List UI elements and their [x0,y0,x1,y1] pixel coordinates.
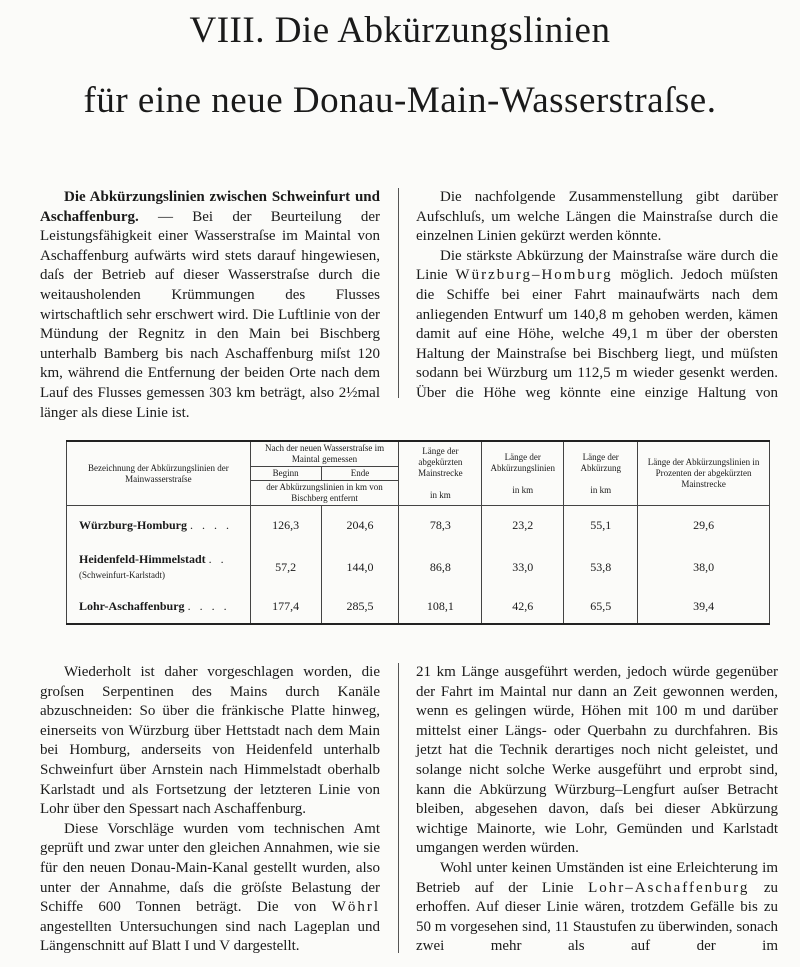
line-name-wuerzburg-homburg: Würzburg–Homburg [455,267,613,284]
column-divider-bottom [398,663,399,953]
table-row [67,506,770,546]
bottom-left-p2-start: Diese Vorschläge wurden vom technischen Amt geprüft und zwar unter den gleichen Annahmen, wie sie für den neuen Donau-Main-Kanal gestellt wurden, also unter der Annahme, daſs die gröſste Belastung der Schiffe 600 Tonnen beträgt. Die von [40,820,380,916]
top-right-p2-start: Die stärkste Abkürzung der Mainstraſse wäre durch die Linie [416,247,778,284]
row-name: Würzburg-Homburg . . . . [67,506,251,546]
header-measured-group: Nach der neuen Wasserstraſse im Maintal gemessen [250,441,399,467]
bottom-left-paragraph-2 [40,820,380,957]
table-row [67,590,770,624]
header-length-line: Länge der Abkürzungslinien in km [482,441,564,506]
top-left-column [40,188,380,423]
top-right-paragraph-2 [416,247,778,404]
row-begin: 57,2 [250,546,321,590]
page-title-line-1: VIII. Die Abkürzungslinien [189,10,611,51]
bottom-right-p2-end: zu erhoffen. Auf dieser Linie wären, trotzdem Gefälle bis zu 50 m vorgesehen sind, 11 Staustufen zu überwinden, sonach zwei mehr als auf der im [416,879,778,955]
top-left-text: — Bei der Beurteilung der Leistungsfähigkeit einer Wasserstraſse im Maintal von Aschaffenburg aufwärts wird stets darauf hingewiesen, daſs der Betrieb auf dieser Wasserstraſse durch die weitausholenden Krümmungen des Flusses wirtschaftlich sehr erschwert wird. Die Luftlinie von der Mündung der Regnitz in den Main bei Bischberg unterhalb Bamberg bis nach Aschaffenburg miſst 120 km, während die Entfernung der beiden Orte nach dem Lauf des Flusses gemessen 303 km beträgt, also 2½mal länger als diese Linie ist. [40,208,380,421]
row-shortening: 65,5 [564,590,638,624]
header-length-main: Länge der abgekürzten Mainstrecke in km [399,441,482,506]
top-right-p2-end: möglich. Jedoch müſsten die Schiffe bei einer Fahrt mainaufwärts nach dem anliegenden Entwurf um 140,8 m gehoben werden, kämen damit auf eine Höhe, welche 49,1 m über der obersten Haltung der Mainstraſse bei Bischberg liegt, und müſsten sodann bei Würzburg um 112,5 m wieder gesenkt werden. Über die Höhe weg könnte eine einzige Haltung von [416,267,779,401]
row-begin: 126,3 [250,506,321,546]
header-percentage: Länge der Abkürzungslinien in Prozenten der abgekürzten Mainstrecke [638,441,770,506]
bottom-left-column [40,663,380,957]
top-left-paragraph [40,188,380,423]
row-main-length: 108,1 [399,590,482,624]
row-end: 144,0 [321,546,399,590]
row-end: 285,5 [321,590,399,624]
bottom-right-p2-start: Wohl unter keinen Umständen ist eine Erleichterung im Betrieb auf der Linie [416,859,778,896]
page-title-line-2: für eine neue Donau-Main-Wasserstraſse. [83,80,717,121]
row-percentage: 29,6 [638,506,770,546]
header-length-shortening: Länge der Abkürzung in km [564,441,638,506]
header-line-name: Bezeichnung der Abkürzungslinien der Mainwasserstraſse [67,441,251,506]
row-name: Heidenfeld-Himmelstadt . . (Schweinfurt-Karlstadt) [67,546,251,590]
line-name-lohr-aschaffenburg: Lohr–Aschaffenburg [588,879,750,896]
row-line-length: 23,2 [482,506,564,546]
bottom-left-p2-end: angestellten Untersuchungen sind nach Lageplan und Längenschnitt auf Blatt I und V dargestellt. [40,918,380,955]
bottom-right-column [416,663,778,957]
row-line-length: 42,6 [482,590,564,624]
row-shortening: 55,1 [564,506,638,546]
row-percentage: 38,0 [638,546,770,590]
row-name: Lohr-Aschaffenburg . . . . [67,590,251,624]
bottom-right-paragraph-2 [416,859,778,957]
row-shortening: 53,8 [564,546,638,590]
row-percentage: 39,4 [638,590,770,624]
bottom-left-paragraph-1: Wiederholt ist daher vorgeschlagen worden, die groſsen Serpentinen des Mains durch Kanäle abzuschneiden: So über die fränkische Platte hinweg, einerseits von Würzburg über Hettstadt nach dem Main bei Homburg, anderseits von Heidenfeld unterhalb Schweinfurt über Arnstein nach Himmelstadt oberhalb Karlstadt und als Fortsetzung der letzteren Linie von Lohr über den Spessart nach Aschaffenburg. [40,664,380,818]
author-name-woehrl: Wöhrl [331,899,380,916]
row-end: 204,6 [321,506,399,546]
header-end: Ende [321,467,399,481]
section-lead-heading: Die Abkürzungslinien zwischen Schweinfurt und Aschaffenburg. [40,189,380,225]
header-distance-note: der Abkürzungslinien in km von Bischberg entfernt [250,481,399,506]
column-divider-top [398,188,399,398]
row-line-length: 33,0 [482,546,564,590]
abbreviation-lines-table [66,440,770,625]
row-main-length: 78,3 [399,506,482,546]
top-right-column [416,188,778,404]
row-begin: 177,4 [250,590,321,624]
row-main-length: 86,8 [399,546,482,590]
bottom-right-paragraph-1: 21 km Länge ausgeführt werden, jedoch würde gegenüber der Fahrt im Maintal nur dann an Zeit gewonnen werden, wenn es gelingen würde, Höhen mit 100 m und darüber mittelst einer Längs- oder Querbahn zu durchfahren. Bis jetzt hat die Technik derartiges noch nicht geleistet, und solange nicht solche Werke ausgeführt und erprobt sind, kann die Abkürzung Würzburg–Lengfurt auſser Betracht bleiben, abgesehen davon, daſs bei dieser Abkürzung wichtige Mainorte, wie Lohr, Gemünden und Karlstadt umgangen werden würden. [416,664,778,857]
header-begin: Beginn [250,467,321,481]
top-right-paragraph-1: Die nachfolgende Zusammenstellung gibt darüber Aufschluſs, um welche Längen die Mainstraſse durch die einzelnen Linien gekürzt werden könnte. [416,189,778,245]
table-row [67,546,770,590]
